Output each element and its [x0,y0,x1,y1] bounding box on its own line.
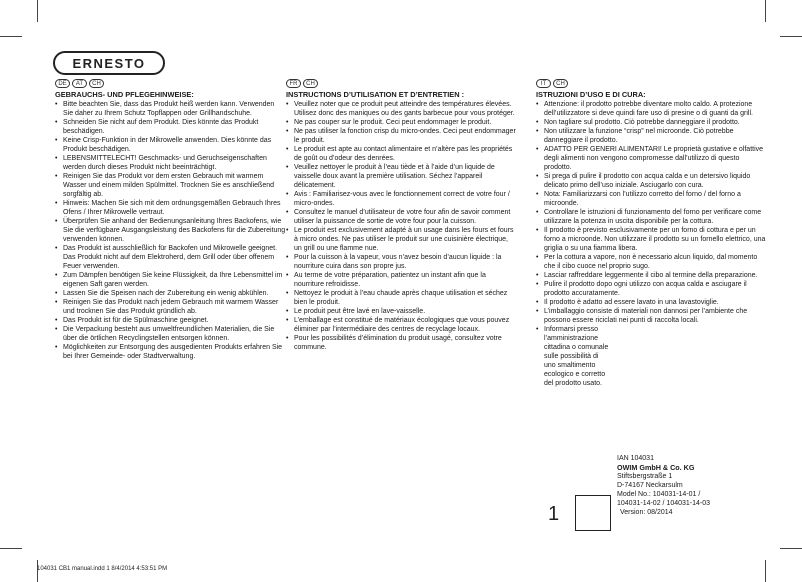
instruction-item: • Das Produkt ist für die Spülmaschine geeignet. [55,316,286,325]
instruction-list [536,100,767,388]
print-footer: 104031 CB1 manual.indd 1 8/4/2014 4:53:51 PM [37,566,168,572]
instruction-item: • Zum Dämpfen benötigen Sie keine Flüssigkeit, da Ihre Lebensmittel im eigenen Saft garen werden. [55,271,286,289]
instruction-item: • Controllare le istruzioni di funzionamento del forno per verificare come utilizzare la potenza in uscita disponibile per la cottura. [536,208,767,226]
instruction-item: • Möglichkeiten zur Entsorgung des ausgedienten Produkts erfahren Sie bei Ihrer Gemeinde- oder Stadtverwaltung. [55,343,286,361]
language-badge: CH [553,79,568,88]
instruction-item: • Veuillez nettoyer le produit à l’eau tiède et à l’aide d’un liquide de vaisselle doux avant la première utilisation. Séchez l’appareil délicatement. [286,163,517,190]
page-number: 1 [548,503,560,525]
instruction-item: • Attenzione: il prodotto potrebbe diventare molto caldo. A protezione dell’utilizzatore si deve quindi fare uso di presine o di guanti da grill. [536,100,767,118]
street: Stiftsbergstraße 1 [617,473,673,480]
language-badge: IT [536,79,551,88]
instruction-item: • Si prega di pulire il prodotto con acqua calda e un detersivo liquido delicato primo dell’uso iniziale. Asciugarlo con cura. [536,172,767,190]
crop-mark [780,36,802,37]
instruction-item: • Reinigen Sie das Produkt nach jedem Gebrauch mit warmem Wasser und trocknen Sie das Produkt gründlich ab. [55,298,286,316]
instruction-item: • LEBENSMITTELECHT! Geschmacks- und Geruchseigenschaften werden durch dieses Produkt nicht beeinträchtigt. [55,154,286,172]
city: D-74167 Neckarsulm [617,482,683,489]
instruction-item: • Informarsi presso l’amministrazione cittadina o comunale sulle possibilità di uno smaltimento ecologico e corretto del prodotto usato. [536,325,609,388]
instruction-item: • L’emballage est constitué de matériaux écologiques que vous pouvez éliminer par l’intermédiaire des centres de recyclage locaux. [286,316,517,334]
instruction-list [55,100,286,361]
crop-mark [780,548,802,549]
model-number: Model No.: 104031-14-01 / [617,491,701,498]
language-badge: CH [303,79,318,88]
instruction-item: • Veuillez noter que ce produit peut atteindre des températures élevées. Utilisez donc des maniques ou des gants barbecue pour vous protéger. [286,100,517,118]
language-badge: DE [55,79,70,88]
section-heading: GEBRAUCHS- UND PFLEGEHINWEISE: [55,90,194,99]
instruction-item: • Non utilizzare la funzione “crisp” nel microonde. Ciò potrebbe danneggiare il prodotto. [536,127,767,145]
instruction-item: • Au terme de votre préparation, patientez un instant afin que la nourriture refroidisse. [286,271,517,289]
language-badge: FR [286,79,301,88]
instruction-item: • Lassen Sie die Speisen nach der Zubereitung ein wenig abkühlen. [55,289,286,298]
crop-mark [765,560,766,582]
section-heading: INSTRUCTIONS D’UTILISATION ET D’ENTRETIEN : [286,90,465,99]
instruction-item: • Ne pas couper sur le produit. Ceci peut endommager le produit. [286,118,517,127]
instruction-item: • Schneiden Sie nicht auf dem Produkt. Dies könnte das Produkt beschädigen. [55,118,286,136]
language-badges [286,79,517,88]
instruction-list [286,100,517,352]
instruction-item: • Non tagliare sul prodotto. Ciò potrebbe danneggiare il prodotto. [536,118,767,127]
language-badges [536,79,767,88]
instruction-item: • Nota: Familiarizzarsi con l’utilizzo corretto del forno / del forno a microonde. [536,190,767,208]
instruction-item: • Il prodotto è previsto esclusivamente per un forno di cottura e per un forno a microonde. Non utilizzare il prodotto su un fornello elettrico, una griglia o su una fiamma libera. [536,226,767,253]
instruction-item: • Consultez le manuel d’utilisateur de votre four afin de savoir comment utiliser la puissance de sortie de votre four pour la cuisson. [286,208,517,226]
column-fr [286,79,517,352]
instruction-item: • Le produit est apte au contact alimentaire et n’altère pas les propriétés de goût ou d’odeur des denrées. [286,145,517,163]
crop-mark [765,0,766,22]
version: Version: 08/2014 [620,509,673,516]
instruction-item: • Bitte beachten Sie, dass das Produkt heiß werden kann. Verwenden Sie daher zu Ihrem Schutz Topflappen oder Grillhandschuhe. [55,100,286,118]
instruction-item: • Keine Crisp-Funktion in der Mikrowelle anwenden. Dies könnte das Produkt beschädigen. [55,136,286,154]
language-badge: AT [72,79,87,88]
instruction-item: • Überprüfen Sie anhand der Bedienungsanleitung Ihres Backofens, wie Sie die verfügbare Ausgangsleistung des Backofens für die Zubereitung verwenden können. [55,217,286,244]
crop-mark [0,548,22,549]
section-heading: ISTRUZIONI D’USO E DI CURA: [536,90,646,99]
language-badges [55,79,286,88]
crop-mark [37,0,38,22]
model-number-cont: 104031-14-02 / 104031-14-03 [617,500,711,507]
crop-mark [0,36,22,37]
column-de [55,79,286,361]
instruction-item: • Lasciar raffreddare leggermente il cibo al termine della preparazione. [536,271,767,280]
instruction-item: • ADATTO PER GENERI ALIMENTARI! Le proprietà gustative e olfattive degli alimenti non vengono compromesse dall’utilizzo di questo prodotto. [536,145,767,172]
instruction-item: • Das Produkt ist ausschließlich für Backofen und Mikrowelle geeignet. Das Produkt nicht auf dem Elektroherd, dem Grill oder über offenem Feuer verwenden. [55,244,286,271]
instruction-item: • Pulire il prodotto dopo ogni utilizzo con acqua calda e asciugare il prodotto accuratamente. [536,280,767,298]
instruction-item: • Ne pas utiliser la fonction crisp du micro-ondes. Ceci peut endommager le produit. [286,127,517,145]
instruction-item: • Le produit peut être lavé en lave-vaisselle. [286,307,517,316]
instruction-item: • Die Verpackung besteht aus umweltfreundlichen Materialien, die Sie über die örtlichen Recyclingstellen entsorgen können. [55,325,286,343]
instruction-item: • Reinigen Sie das Produkt vor dem ersten Gebrauch mit warmem Wasser und einem milden Spülmittel. Trocknen Sie es anschließend sorgfältig ab. [55,172,286,199]
instruction-item: • Il prodotto è adatto ad essere lavato in una lavastoviglie. [536,298,767,307]
language-badge: CH [89,79,104,88]
manufacturer-address [617,454,767,517]
column-it [536,79,767,388]
ian-number: IAN 104031 [617,455,654,462]
instruction-item: • L’imballaggio consiste di materiali non dannosi per l’ambiente che possono essere riciclati nei punti di raccolta locali. [536,307,767,325]
instruction-item: • Avis : Familiarisez-vous avec le fonctionnement correct de votre four / micro-ondes. [286,190,517,208]
page-box [575,495,611,531]
instruction-item: • Nettoyez le produit à l’eau chaude après chaque utilisation et séchez bien le produit. [286,289,517,307]
instruction-item: • Pour les possibilités d’élimination du produit usagé, consultez votre commune. [286,334,517,352]
brand-logo: ERNESTO [53,51,165,75]
instruction-item: • Hinweis: Machen Sie sich mit dem ordnungsgemäßen Gebrauch Ihres Ofens / Ihrer Mikrowelle vertraut. [55,199,286,217]
instruction-item: • Per la cottura a vapore, non è necessario alcun liquido, dal momento che il cibo cuoce nel proprio sugo. [536,253,767,271]
company-name: OWIM GmbH & Co. KG [617,463,695,472]
instruction-item: • Pour la cuisson à la vapeur, vous n’avez besoin d’aucun liquide : la nourriture cuira dans son propre jus. [286,253,517,271]
instruction-item: • Le produit est exclusivement adapté à un usage dans les fours et fours à micro ondes. Ne pas utiliser le produit sur une cuisinière électrique, un grill ou une flamme nue. [286,226,517,253]
